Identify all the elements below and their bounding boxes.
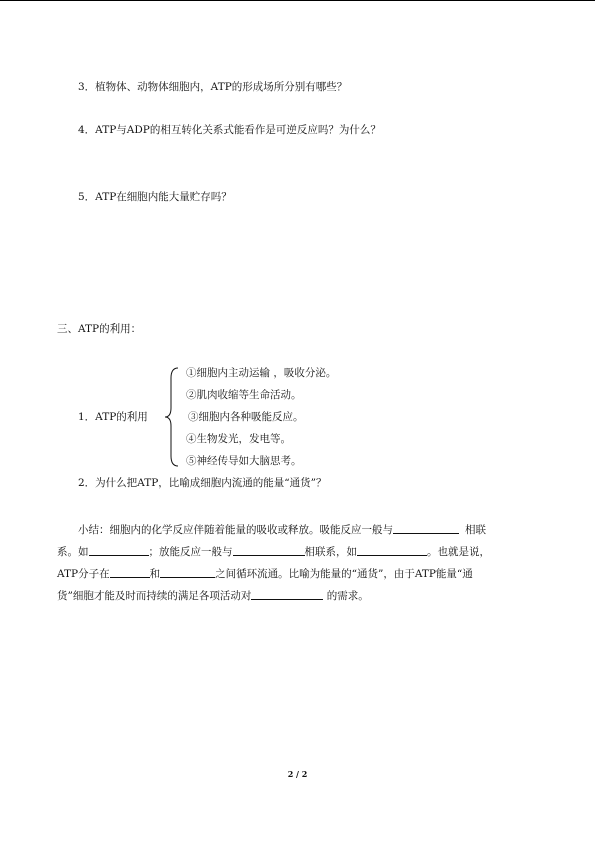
question-5: 5．ATP在细胞内能大量贮存吗？ (78, 191, 232, 203)
summary-line-2 (57, 544, 490, 559)
fill-blank[interactable] (393, 522, 459, 534)
summary-line-3 (57, 566, 473, 581)
summary-text: 。也就是说， (427, 546, 490, 558)
summary-text: 系。如 (57, 546, 89, 558)
summary-text: 货”细胞才能及时而持续的满足各项活动对 (57, 590, 252, 602)
summary-text: ATP分子在 (57, 568, 110, 580)
summary-line-1 (78, 522, 486, 537)
fill-blank[interactable] (89, 544, 149, 556)
use-item-5: ⑤神经传导如大脑思考。 (186, 455, 302, 467)
page-number: 2 / 2 (287, 769, 308, 779)
summary-text: 相联 (465, 524, 486, 536)
use-item-4: ④生物发光，发电等。 (186, 433, 291, 445)
summary-text: 小结：细胞内的化学反应伴随着能量的吸收或释放。吸能反应一般与 (78, 524, 393, 536)
use-item-1: ①细胞内主动运输 ，吸收分泌。 (186, 367, 337, 379)
fill-blank[interactable] (110, 566, 150, 578)
summary-text: 之间循环流通。比喻为能量的“通货”，由于ATP能量“通 (215, 568, 473, 580)
fill-blank[interactable] (251, 588, 323, 600)
section-3-heading: 三、ATP的利用： (57, 323, 142, 335)
atp-use-label: 1．ATP的利用 (78, 411, 148, 423)
fill-blank[interactable] (160, 566, 215, 578)
use-item-3: ③细胞内各种吸能反应。 (188, 411, 304, 423)
item-2-question: 2．为什么把ATP，比喻成细胞内流通的能量“通货”？ (78, 477, 327, 489)
use-item-2: ②肌肉收缩等生命活动。 (186, 389, 302, 401)
summary-text: ；放能反应一般与 (148, 546, 233, 558)
summary-text: 相联系，如 (304, 546, 357, 558)
summary-line-4 (57, 588, 369, 603)
fill-blank[interactable] (357, 544, 427, 556)
question-3: 3．植物体、动物体细胞内，ATP的形成场所分别有哪些？ (78, 81, 348, 93)
summary-text: 的需求。 (323, 590, 369, 602)
fill-blank[interactable] (233, 544, 305, 556)
question-4: 4．ATP与ADP的相互转化关系式能看作是可逆反应吗？为什么？ (78, 124, 381, 136)
top-border-line (0, 0, 595, 1)
summary-text: 和 (149, 568, 161, 580)
curly-brace (162, 366, 182, 468)
